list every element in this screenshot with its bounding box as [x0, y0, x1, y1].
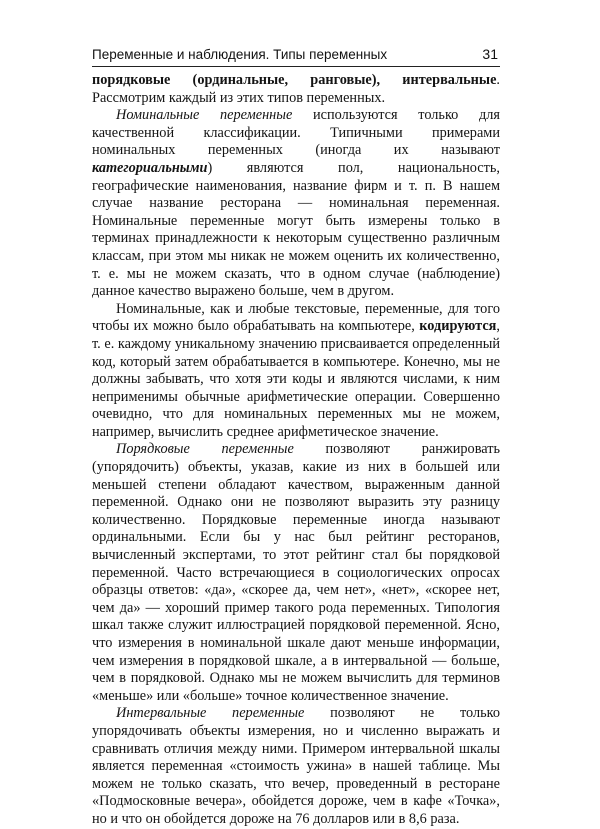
paragraph-coding — [92, 301, 500, 442]
paragraph-coding-text-b: , т. е. каждому уникальному значению присваивается определенный код, который затем обрабатывается в компьютере. Конечно, мы не должны забывать, что хотя эти коды и являются числами, к ним неприменимы обычные арифметические операции. Совершенно очевидно, что для номинальных переменных мы не можем, например, вычислить среднее арифметическое значение. — [92, 318, 500, 440]
paragraph-ordinal — [92, 441, 500, 705]
term-coded: кодируются — [419, 318, 497, 335]
text-body — [92, 72, 500, 829]
term-interval: Интервальные переменные — [116, 705, 305, 722]
paragraph-coding-text-a: Номинальные, как и любые текстовые, переменные, для того чтобы их можно было обрабатывать на компьютере, — [92, 300, 500, 335]
term-ordinal: Порядковые переменные — [116, 441, 294, 458]
paragraph-interval — [92, 705, 500, 828]
scale-types-bold: порядковые (ординальные, ранговые), интервальные — [92, 72, 497, 88]
paragraph-ordinal-text: позволяют ранжировать (упорядочить) объекты, указав, какие из них в большей или меньшей степени обладают качеством, выраженным данной переменной. Однако они не позволяют выразить эту разницу количественно. Порядковые переменные иногда называют ординальными. Если бы у нас был рейтинг ресторанов, вычисленный экспертами, то этот рейтинг стал бы порядковой переменной. Часто встречающиеся в социологических опросах образцы ответов: «да», «скорее да, чем нет», «нет», «скорее нет, чем да» — хороший пример такого рода переменных. Типология шкал также служит иллюстрацией порядковой переменной. Ясно, что измерения в номинальной шкале дают меньше информации, чем измерения в порядковой шкале, а в интервальной — больше, чем в порядковой. Однако мы не можем вычислить для терминов «меньше» или «больше» точное количественное значение. — [92, 441, 500, 704]
header-title: Переменные и наблюдения. Типы переменных — [92, 47, 388, 62]
paragraph-nominal-text-a: используются только для качественной классификации. Типичными примерами номинальных переменных (иногда их называют — [92, 107, 500, 159]
term-categorical: категориальными — [92, 159, 208, 176]
paragraph-nominal — [92, 107, 500, 301]
paragraph-nominal-text-b: ) являются пол, национальность, географические наименования, название фирм и т. п. В нашем случае название ресторана — номинальная переменная. Номинальные переменные могут быть измерены только в терминах принадлежности к некоторым существенно различным классам, при этом мы никак не можем оценить их количественно, т. е. мы не можем сказать, что в одном случае (наблюдение) данное качество выражено больше, чем в другом. — [92, 159, 500, 300]
page-number: 31 — [482, 46, 498, 62]
paragraph-1 — [92, 72, 500, 107]
paragraph-1-text: . Рассмотрим каждый из этих типов переменных. — [92, 72, 500, 106]
term-nominal: Номинальные переменные — [116, 107, 293, 124]
running-header — [92, 46, 500, 67]
paragraph-interval-text: позволяют не только упорядочивать объекты измерения, но и численно выражать и сравнивать отличия между ними. Примером интервальной шкалы является переменная «стоимость ужина» в нашей таблице. Мы можем не только сказать, что вечер, проведенный в ресторане «Подмосковные вечера», обойдется дороже, чем в кафе «Точка», но и что он обойдется дороже на 76 долларов или в 8,6 раза. — [92, 705, 500, 827]
